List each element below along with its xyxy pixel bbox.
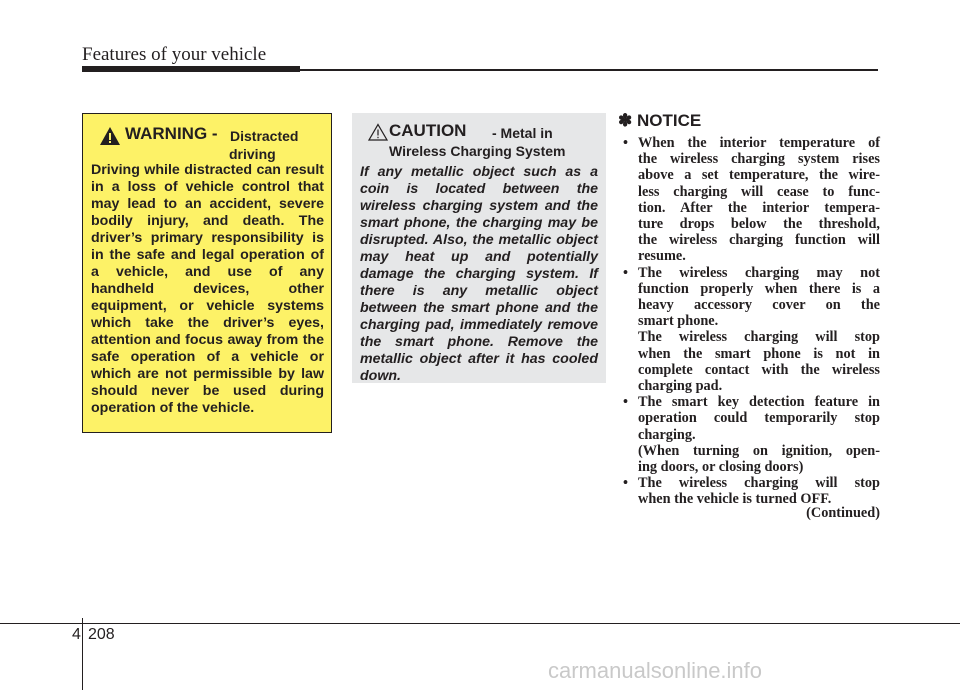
- notice-line: the wireless charging function will: [638, 232, 880, 249]
- warning-triangle-icon: [99, 126, 121, 146]
- caution-subtitle-line2: Wireless Charging System: [389, 143, 566, 159]
- notice-line: function properly when there is a: [638, 280, 880, 297]
- notice-line: the wireless charging system rises: [638, 151, 880, 168]
- notice-item: [618, 265, 880, 395]
- warning-subtitle-line2: driving: [229, 146, 276, 162]
- notice-list: [618, 135, 880, 508]
- watermark: carmanualsonline.info: [548, 658, 763, 683]
- page-header-title: Features of your vehicle: [82, 44, 267, 65]
- notice-line: operation could temporarily stop: [638, 410, 880, 427]
- notice-line: complete contact with the wireless: [638, 361, 880, 378]
- notice-line: charging pad.: [638, 378, 723, 395]
- notice-line: ing doors, or closing doors): [638, 459, 804, 476]
- caution-subtitle-line1: - Metal in: [492, 125, 553, 141]
- notice-item: [618, 475, 880, 507]
- chapter-number: 4: [72, 626, 81, 643]
- warning-body-text: Driving while distracted can result in a loss of vehicle control that may lead to an accident, severe bodily injury, and death. The driver’s primary responsibility is in the safe and legal operation of a vehicle, and use of any handheld devices, other equipment, or vehicle systems which take the driver’s eyes, attention and focus away from the safe operation of a vehicle or which are not permissible by law should never be used during operation of the vehicle.: [91, 162, 324, 416]
- notice-line: above a set temperature, the wire-: [638, 167, 880, 184]
- warning-subtitle-line1: Distracted: [230, 128, 299, 144]
- caution-body-text: If any metallic object such as a coin is located between the wireless charging system and the smart phone, the charging may be disrupted. Also, the metallic object may heat up and potentially damage the charging system. If there is any metallic object between the smart phone and the charging pad, immediately remove the smart phone. Remove the metallic object after it has cooled down.: [360, 164, 598, 384]
- footer-rule: [0, 623, 960, 624]
- caution-triangle-icon: [368, 123, 388, 141]
- notice-line: heavy accessory cover on the: [638, 297, 880, 314]
- notice-title: ✽ NOTICE: [618, 111, 702, 130]
- bullet-icon: •: [623, 135, 629, 151]
- caution-label: CAUTION: [389, 121, 467, 140]
- bullet-icon: •: [623, 264, 629, 281]
- notice-line: The wireless charging may not: [638, 264, 880, 281]
- notice-line: tion. After the interior tempera-: [638, 199, 880, 216]
- notice-line: The wireless charging will stop: [638, 329, 880, 346]
- notice-line: less charging will cease to func-: [638, 183, 880, 200]
- notice-line: when the vehicle is turned OFF.: [638, 491, 832, 508]
- header-rule-thin: [300, 69, 878, 71]
- notice-line: smart phone.: [638, 313, 719, 330]
- warning-label: WARNING -: [125, 124, 218, 143]
- notice-line: resume.: [638, 248, 686, 265]
- bullet-icon: •: [623, 394, 629, 411]
- notice-line: The smart key detection feature in: [638, 394, 880, 411]
- notice-continued: (Continued): [806, 505, 880, 521]
- header-rule-thick: [82, 66, 300, 72]
- page-number: 208: [88, 626, 115, 643]
- notice-item: [618, 394, 880, 475]
- warning-box: [82, 113, 332, 433]
- footer-divider: [82, 618, 83, 690]
- notice-line: (When turning on ignition, open-: [638, 442, 880, 459]
- notice-line: When the interior temperature of: [638, 135, 880, 151]
- notice-line: ture drops below the threshold,: [638, 216, 880, 233]
- notice-item: [618, 135, 880, 265]
- notice-line: The wireless charging will stop: [638, 475, 880, 492]
- bullet-icon: •: [623, 475, 629, 492]
- notice-line: charging.: [638, 426, 696, 443]
- caution-box: [352, 113, 606, 383]
- notice-line: when the smart phone is not in: [638, 345, 880, 362]
